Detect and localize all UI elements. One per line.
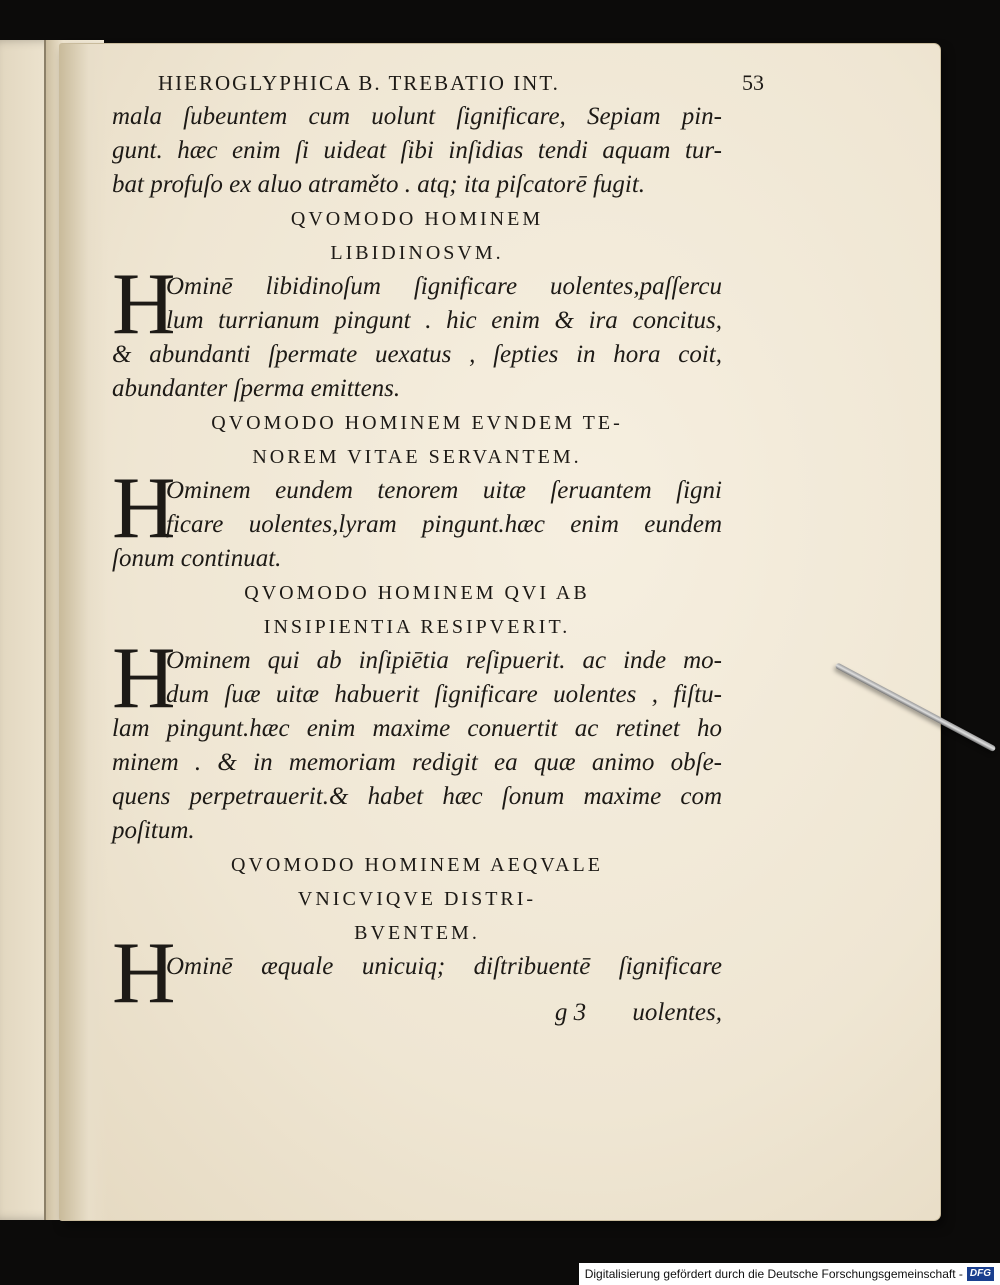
section-heading: VNICVIQVE DISTRI- bbox=[297, 888, 537, 910]
text-line: quens perpetrauerit.& habet hæc ſonum maxime com bbox=[112, 783, 722, 810]
drop-cap-initial: H bbox=[112, 460, 176, 557]
text-line: poſitum. bbox=[112, 817, 195, 844]
dfg-logo: DFG bbox=[967, 1267, 994, 1281]
catchline bbox=[112, 996, 722, 1030]
text-block bbox=[112, 66, 764, 1030]
catchword: uolentes, bbox=[632, 999, 722, 1026]
signature-mark: g 3 bbox=[554, 999, 587, 1026]
section-heading: QVOMODO HOMINEM bbox=[290, 208, 544, 230]
text-line: ficare uolentes,lyram pingunt.hæc enim eundem bbox=[166, 511, 722, 538]
running-head-title: HIEROGLYPHICA B. TREBATIO INT. bbox=[158, 71, 560, 95]
text-line: ſonum continuat. bbox=[112, 545, 282, 572]
section-heading: INSIPIENTIA RESIPVERIT. bbox=[263, 616, 571, 638]
drop-cap-initial: H bbox=[112, 925, 176, 1022]
page-number: 53 bbox=[742, 70, 764, 95]
section-heading: QVOMODO HOMINEM EVNDEM TE- bbox=[211, 412, 623, 434]
text-line: dum ſuæ uitæ habuerit ſignificare uolentes , fiſtu- bbox=[166, 681, 722, 708]
section-heading: LIBIDINOSVM. bbox=[330, 242, 504, 264]
text-line: mala ſubeuntem cum uolunt ſignificare, Sepiam pin- bbox=[112, 103, 722, 130]
digitization-credit bbox=[579, 1263, 1000, 1285]
paragraph bbox=[112, 460, 722, 557]
text-line: gunt. hæc enim ſi uideat ſibi inſidias tendi aquam tur- bbox=[112, 137, 722, 164]
section-heading: QVOMODO HOMINEM AEQVALE bbox=[231, 854, 603, 876]
text-line: lam pingunt.hæc enim maxime conuertit ac retinet ho bbox=[112, 715, 722, 742]
text-line: Ominē æquale unicuiq; diſtribuentē ſignificare bbox=[166, 953, 722, 980]
text-line: Ominem eundem tenorem uitæ ſeruantem ſigni bbox=[166, 477, 722, 504]
text-line: minem . & in memoriam redigit ea quæ animo obſe- bbox=[112, 749, 722, 776]
drop-cap-initial: H bbox=[112, 630, 176, 727]
paragraph bbox=[112, 256, 722, 353]
section-heading: NOREM VITAE SERVANTEM. bbox=[252, 446, 582, 468]
text-line: Ominē libidinoſum ſignificare uolentes,paſſercu bbox=[166, 273, 722, 300]
page-gutter bbox=[60, 44, 108, 1220]
section-heading: QVOMODO HOMINEM QVI AB bbox=[244, 582, 590, 604]
text-line: Ominem qui ab inſipiētia reſipuerit. ac inde mo- bbox=[166, 647, 722, 674]
drop-cap-initial: H bbox=[112, 256, 176, 353]
section-heading: BVENTEM. bbox=[354, 922, 480, 944]
text-line: bat profuſo ex aluo atraměto . atq; ita piſcatorē fugit. bbox=[112, 171, 646, 198]
paragraph bbox=[112, 630, 722, 727]
text-line: lum turrianum pingunt . hic enim & ira concitus, bbox=[166, 307, 722, 334]
running-head bbox=[112, 66, 764, 100]
text-line: abundanter ſperma emittens. bbox=[112, 375, 401, 402]
credit-text: Digitalisierung gefördert durch die Deutsche Forschungsgemeinschaft - bbox=[584, 1267, 963, 1281]
text-line: & abundanti ſpermate uexatus , ſepties in hora coit, bbox=[112, 341, 722, 368]
